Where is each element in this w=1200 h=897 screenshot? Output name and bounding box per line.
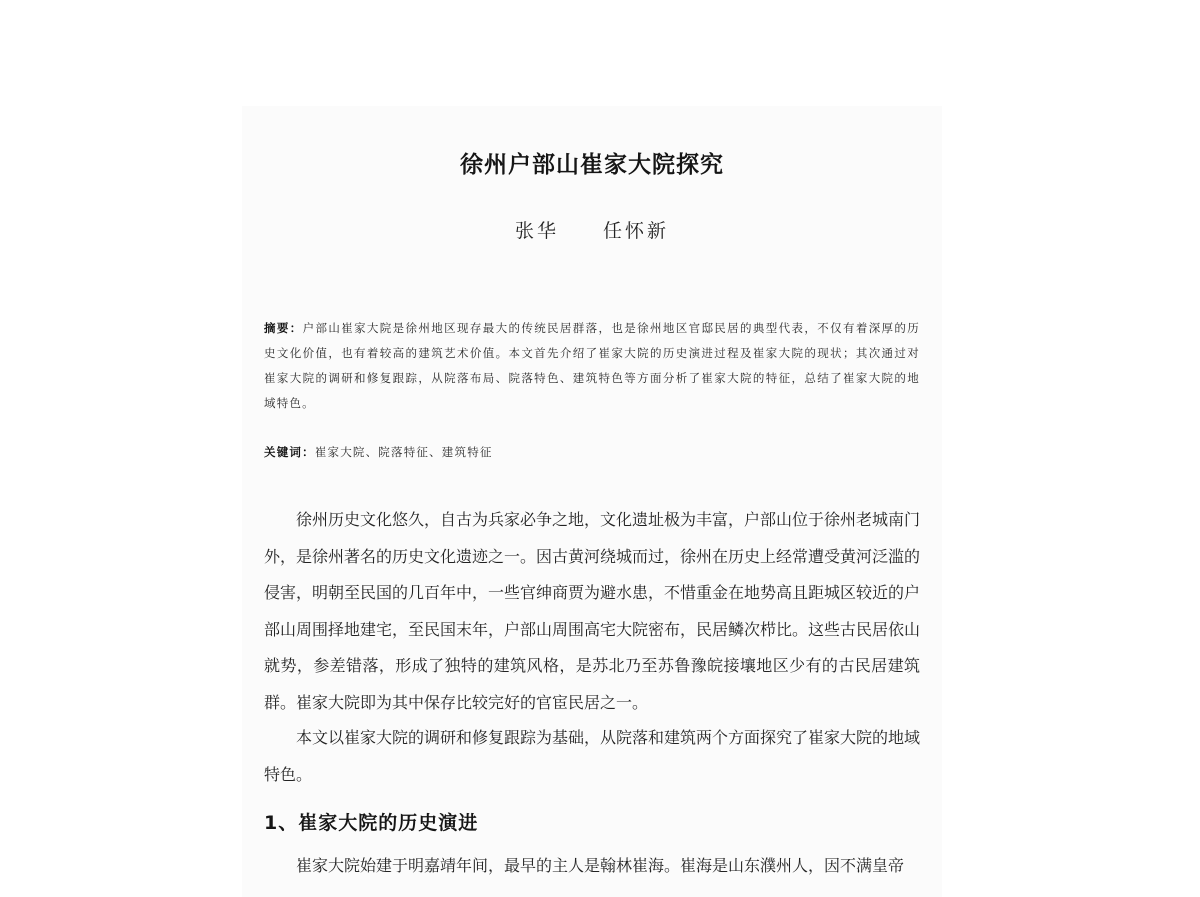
paper-title: 徐州户部山崔家大院探究 xyxy=(460,152,724,178)
intro-paragraph: 本文以崔家大院的调研和修复跟踪为基础，从院落和建筑两个方面探究了崔家大院的地域特色。 xyxy=(264,728,921,784)
author-name: 张华 xyxy=(514,220,559,242)
author-line xyxy=(242,216,942,243)
keywords-label: 关键词： xyxy=(264,445,315,459)
keywords xyxy=(264,440,920,465)
intro-paragraph: 徐州历史文化悠久，自古为兵家必争之地，文化遗址极为丰富，户部山位于徐州老城南门外，是徐州著名的历史文化遗迹之一。因古黄河绕城而过，徐州在历史上经常遭受黄河泛滥的侵害，明朝至民国的几百年中，一些官绅商贾为避水患，不惜重金在地势高且距城区较近的户部山周围择地建宅，至民国末年，户部山周围高宅大院密布，民居鳞次栉比。这些古民居依山就势，参差错落，形成了独特的建筑风格，是苏北乃至苏鲁豫皖接壤地区少有的古民居建筑群。崔家大院即为其中保存比较完好的官宦民居之一。 xyxy=(264,510,921,712)
abstract-label: 摘要： xyxy=(264,321,303,335)
section-heading: 1、崔家大院的历史演进 xyxy=(264,812,479,834)
abstract-text: 户部山崔家大院是徐州地区现存最大的传统民居群落，也是徐州地区官邸民居的典型代表，不仅有着深厚的历史文化价值，也有着较高的建筑艺术价值。本文首先介绍了崔家大院的历史演进过程及崔家大院的现状；其次通过对崔家大院的调研和修复跟踪，从院落布局、院落特色、建筑特色等方面分析了崔家大院的特征，总结了崔家大院的地域特色。 xyxy=(264,321,920,410)
keywords-text: 崔家大院、院落特征、建筑特征 xyxy=(314,445,493,459)
author-name: 任怀新 xyxy=(603,220,670,242)
abstract xyxy=(264,316,920,416)
section-paragraph: 崔家大院始建于明嘉靖年间，最早的主人是翰林崔海。崔海是山东濮州人，因不满皇帝 xyxy=(296,856,905,875)
